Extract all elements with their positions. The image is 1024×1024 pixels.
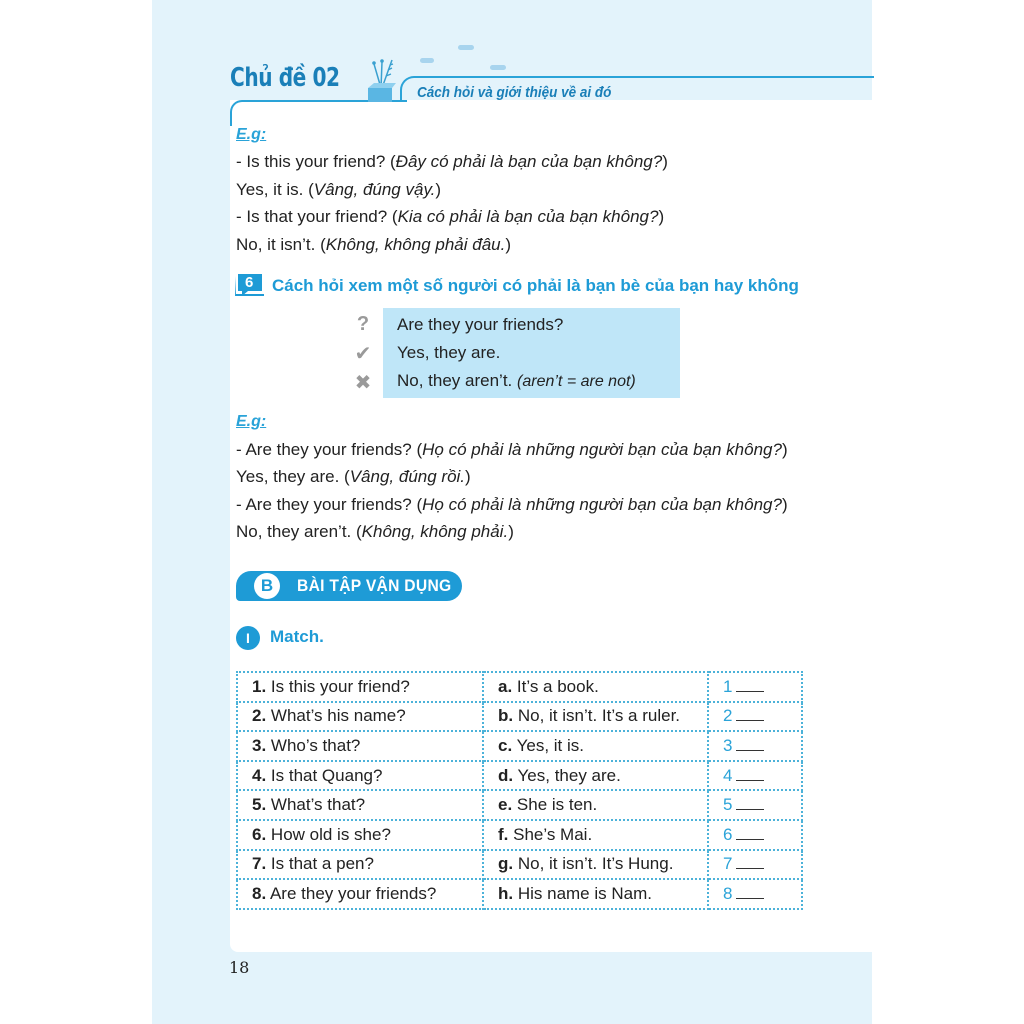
answer-cell: f. She’s Mai. (483, 820, 708, 850)
table-row (237, 790, 802, 820)
example-line: Yes, they are. (Vâng, đúng rồi.) (236, 467, 471, 486)
answer-blank[interactable] (736, 867, 764, 869)
answer-slot[interactable] (708, 761, 802, 791)
slot-number: 6 (723, 824, 733, 844)
decorative-dash (458, 45, 474, 50)
slot-number: 3 (723, 735, 733, 755)
pattern-question: Are they your friends? (397, 315, 564, 334)
section-b-letter: B (254, 573, 280, 599)
question-cell: 8. Are they your friends? (237, 879, 483, 909)
answer-cell: e. She is ten. (483, 790, 708, 820)
slot-number: 5 (723, 795, 733, 815)
pattern-affirmative: Yes, they are. (397, 343, 501, 362)
section-number: 6 (245, 274, 254, 291)
example-label: E.g: (236, 413, 267, 430)
example-label: E.g: (236, 126, 267, 143)
example-line: Yes, it is. (Vâng, đúng vậy.) (236, 180, 442, 199)
answer-slot[interactable] (708, 672, 802, 702)
section-6-heading (236, 276, 799, 296)
answer-blank[interactable] (736, 897, 764, 899)
table-row (237, 702, 802, 732)
answer-cell: g. No, it isn’t. It’s Hung. (483, 850, 708, 880)
answer-blank[interactable] (736, 779, 764, 781)
answer-blank[interactable] (736, 749, 764, 751)
section-b-title: BÀI TẬP VẬN DỤNG (297, 576, 452, 595)
answer-slot[interactable] (708, 850, 802, 880)
slot-number: 7 (723, 854, 733, 874)
example-line: No, it isn’t. (Không, không phải đâu.) (236, 235, 512, 254)
match-table (236, 671, 803, 910)
answer-blank[interactable] (736, 808, 764, 810)
slot-number: 1 (723, 676, 733, 696)
answer-cell: b. No, it isn’t. It’s a ruler. (483, 702, 708, 732)
question-cell: 7. Is that a pen? (237, 850, 483, 880)
pattern-note: (aren’t = are not) (517, 373, 636, 390)
slot-number: 2 (723, 706, 733, 726)
table-row (237, 820, 802, 850)
answer-blank[interactable] (736, 838, 764, 840)
answer-slot[interactable] (708, 702, 802, 732)
answer-blank[interactable] (736, 690, 764, 692)
page-number: 18 (229, 958, 250, 977)
answer-slot[interactable] (708, 820, 802, 850)
question-cell: 4. Is that Quang? (237, 761, 483, 791)
table-row (237, 879, 802, 909)
example-line: - Are they your friends? (Họ có phải là những người bạn của bạn không?) (236, 495, 788, 514)
answer-cell: h. His name is Nam. (483, 879, 708, 909)
exercise-title: Match. (270, 627, 324, 646)
table-row (237, 850, 802, 880)
example-line: - Is this your friend? (Đây có phải là bạn của bạn không?) (236, 152, 668, 171)
question-icon: ? (356, 313, 370, 335)
cross-icon: ✖ (354, 372, 372, 394)
answer-slot[interactable] (708, 731, 802, 761)
question-cell: 1. Is this your friend? (237, 672, 483, 702)
pattern-negative: No, they aren’t. (aren’t = are not) (397, 371, 636, 390)
check-icon: ✔ (354, 343, 372, 365)
section-title: Cách hỏi xem một số người có phải là bạn bè của bạn hay không (272, 276, 799, 295)
table-row (237, 761, 802, 791)
question-cell: 2. What’s his name? (237, 702, 483, 732)
question-cell: 5. What’s that? (237, 790, 483, 820)
answer-cell: d. Yes, they are. (483, 761, 708, 791)
decorative-dash (490, 65, 506, 70)
topic-subtitle: Cách hỏi và giới thiệu về ai đó (417, 84, 612, 101)
answer-cell: c. Yes, it is. (483, 731, 708, 761)
plant-pot-icon (364, 56, 398, 104)
answer-blank[interactable] (736, 719, 764, 721)
table-row (237, 672, 802, 702)
example-line: - Are they your friends? (Họ có phải là những người bạn của bạn không?) (236, 440, 788, 459)
answer-cell: a. It’s a book. (483, 672, 708, 702)
section-number-badge (236, 276, 264, 296)
decorative-dash (420, 58, 434, 63)
answer-slot[interactable] (708, 879, 802, 909)
slot-number: 4 (723, 765, 733, 785)
example-line: - Is that your friend? (Kia có phải là bạn của bạn không?) (236, 207, 665, 226)
question-cell: 3. Who’s that? (237, 731, 483, 761)
example-line: No, they aren’t. (Không, không phải.) (236, 522, 514, 541)
exercise-number-badge: I (236, 626, 260, 650)
topic-label: Chủ đề 02 (230, 63, 340, 93)
table-row (237, 731, 802, 761)
slot-number: 8 (723, 883, 733, 903)
answer-slot[interactable] (708, 790, 802, 820)
question-cell: 6. How old is she? (237, 820, 483, 850)
